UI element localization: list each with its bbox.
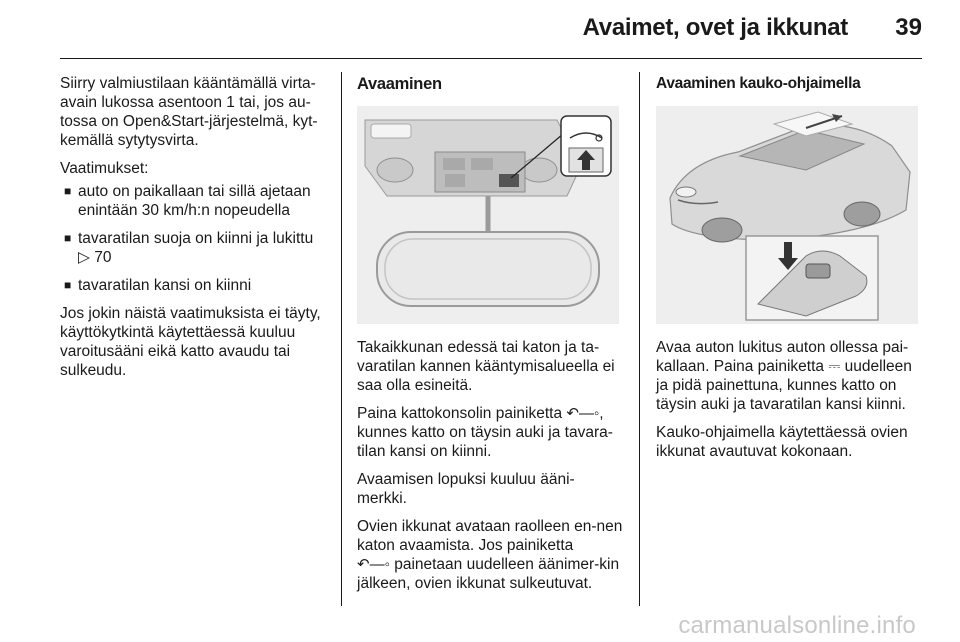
signal-paragraph: Avaamisen lopuksi kuuluu ääni-merkki. xyxy=(357,471,575,507)
page-header xyxy=(0,0,960,60)
roof-open-icon: ↶—◦ xyxy=(566,405,600,422)
list-item: ■ tavaratilan kansi on kiinni xyxy=(60,276,332,295)
header-divider xyxy=(60,58,922,59)
remote-open-paragraph: Avaa auton lukitus auton ollessa pai-kallaan. Paina painiketta ⎓ uudelleen ja pidä painettuna, kunnes katto on täysin auki ja tavaratilan kansi kiinni. xyxy=(656,339,912,413)
requirements-label: Vaatimukset: xyxy=(60,160,149,177)
list-item: ■ auto on paikallaan tai sillä ajetaan enintään 30 km/h:n nopeudella xyxy=(60,182,332,220)
list-item: ■ tavaratilan suoja on kiinni ja lukittu ▷ 70 xyxy=(60,229,332,267)
column-left xyxy=(60,74,332,389)
roof-open-icon: ↶—◦ xyxy=(357,556,390,573)
column-right xyxy=(656,74,924,470)
page-number: 39 xyxy=(895,14,922,41)
clear-area-paragraph: Takaikkunan edessä tai katon ja ta-varatilan kannen kääntymisalueella ei saa olla esineitä. xyxy=(357,339,615,394)
standby-paragraph: Siirry valmiustilaan kääntämällä virta-avain lukossa asentoon 1 tai, jos au-tossa on Open&Start-järjestelmä, kyt-kemällä sytytysvirta. xyxy=(60,75,318,149)
requirements-list xyxy=(60,182,332,295)
column-divider-1 xyxy=(341,72,342,606)
roof-console-illustration xyxy=(357,106,619,324)
page-reference-link[interactable]: ▷ 70 xyxy=(78,249,112,266)
unlock-button-icon: ⎓ xyxy=(828,358,841,375)
press-button-paragraph: Paina kattokonsolin painiketta ↶—◦, kunnes katto on täysin auki ja tavara-tilan kansi on kiinni. xyxy=(357,405,613,460)
column-middle xyxy=(357,74,623,602)
warning-paragraph: Jos jokin näistä vaatimuksista ei täyty, käyttökytkintä käytettäessä kuuluu varoitusääni eikä katto avaudu tai sulkeudu. xyxy=(60,305,321,379)
car-remote-illustration xyxy=(656,106,918,324)
watermark: carmanualsonline.info xyxy=(678,612,916,639)
remote-windows-paragraph: Kauko-ohjaimella käytettäessä ovien ikkunat avautuvat kokonaan. xyxy=(656,424,908,460)
section-heading-opening: Avaaminen xyxy=(357,75,442,93)
windows-paragraph: Ovien ikkunat avataan raolleen en-nen katon avaamista. Jos painiketta ↶—◦ painetaan uudelleen äänimer-kin jälkeen, ovien ikkunat sulkeutuvat. xyxy=(357,518,623,592)
section-heading-remote: Avaaminen kauko-ohjaimella xyxy=(656,75,861,92)
column-divider-2 xyxy=(639,72,640,606)
page-title: Avaimet, ovet ja ikkunat xyxy=(582,14,848,41)
arrow-reference-icon: ▷ xyxy=(78,249,90,266)
